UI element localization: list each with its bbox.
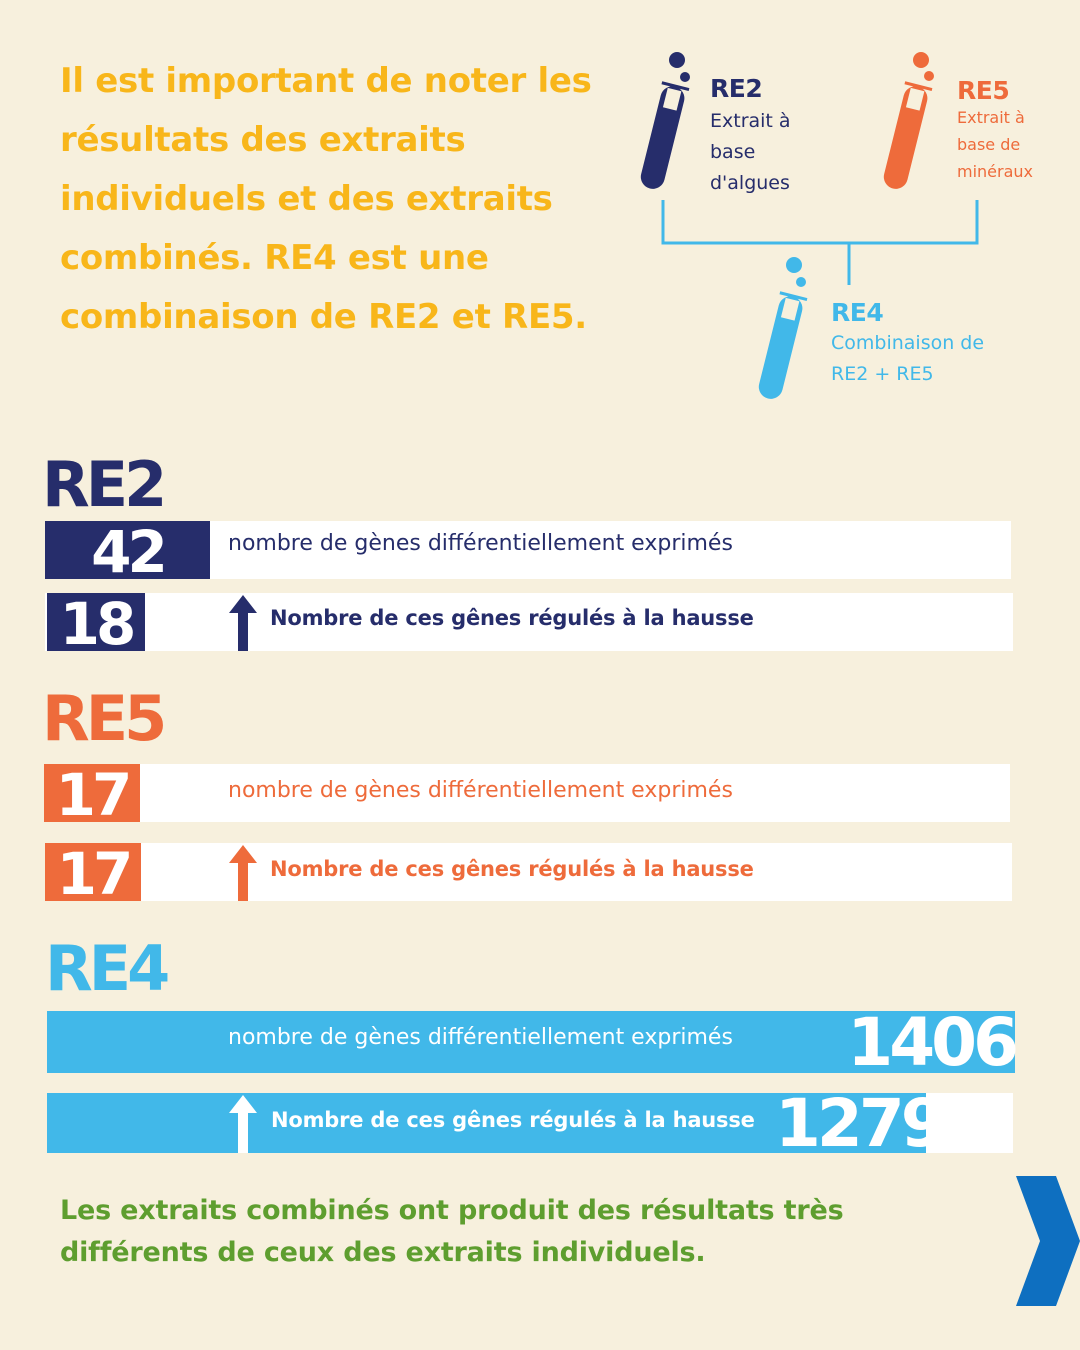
re5-de-bar: [44, 761, 1010, 829]
re5-diagram-desc: Extrait à base de minéraux: [957, 108, 1034, 181]
re2-bubble-icon: [680, 72, 690, 82]
re5-up-bar: [45, 840, 1012, 908]
re2-de-label: nombre de gènes différentiellement exprimés: [228, 531, 733, 556]
re2-bubble-icon: [669, 52, 685, 68]
re2-up-label: Nombre de ces gênes régulés à la hausse: [270, 606, 754, 630]
re2-up-value: 18: [47, 593, 145, 651]
re4-up-value: 1279: [775, 1085, 943, 1162]
re5-test-tube-icon: [879, 52, 934, 192]
re5-bubble-icon: [913, 52, 929, 68]
re4-up-arrow-icon: [229, 1095, 257, 1153]
re4-section-title: RE4: [45, 932, 167, 1005]
next-chevron-icon[interactable]: [1016, 1176, 1080, 1306]
re2-up-arrow-icon: [229, 595, 257, 651]
re4-bubble-icon: [796, 277, 806, 287]
re5-bubble-icon: [924, 71, 934, 81]
extract-diagram: [620, 40, 1080, 420]
re2-section-title: RE2: [42, 448, 164, 521]
re2-de-value: 42: [45, 521, 210, 579]
re5-de-label: nombre de gènes différentiellement exprimés: [228, 778, 733, 803]
re2-de-bar: [45, 518, 1011, 586]
re5-section-title: RE5: [42, 682, 164, 755]
re4-de-label: nombre de gènes différentiellement exprimés: [228, 1025, 733, 1050]
re4-test-tube-icon: [754, 257, 807, 402]
re5-up-label: Nombre de ces gênes régulés à la hausse: [270, 857, 754, 881]
re4-de-bar: [47, 1004, 1015, 1081]
conclusion-text: Les extraits combinés ont produit des résultats très différents de ceux des extraits individuels.: [60, 1195, 844, 1268]
re2-diagram-desc: Extrait à base d'algues: [710, 110, 791, 194]
re4-bubble-icon: [786, 257, 802, 273]
diagram-bracket: [663, 200, 977, 285]
re5-diagram-title: RE5: [957, 76, 1010, 105]
re4-up-bar-track: [47, 1085, 1013, 1162]
re2-test-tube-icon: [636, 52, 690, 192]
re4-up-bar: [47, 1085, 943, 1162]
re4-de-value: 1406: [847, 1004, 1015, 1081]
re2-diagram-title: RE2: [710, 74, 763, 103]
re4-up-label: Nombre de ces gênes régulés à la hausse: [271, 1108, 755, 1132]
re5-up-arrow-icon: [229, 845, 257, 901]
re4-diagram-title: RE4: [831, 298, 884, 327]
intro-text: Il est important de noter les résultats des extraits individuels et des extraits combinés. RE4 est une combinaison de RE2 et RE5.: [60, 61, 592, 337]
re5-de-value: 17: [44, 764, 140, 822]
re5-up-value: 17: [45, 843, 141, 901]
re4-diagram-desc: Combinaison de RE2 + RE5: [831, 332, 985, 385]
re2-up-bar: [45, 590, 1013, 658]
